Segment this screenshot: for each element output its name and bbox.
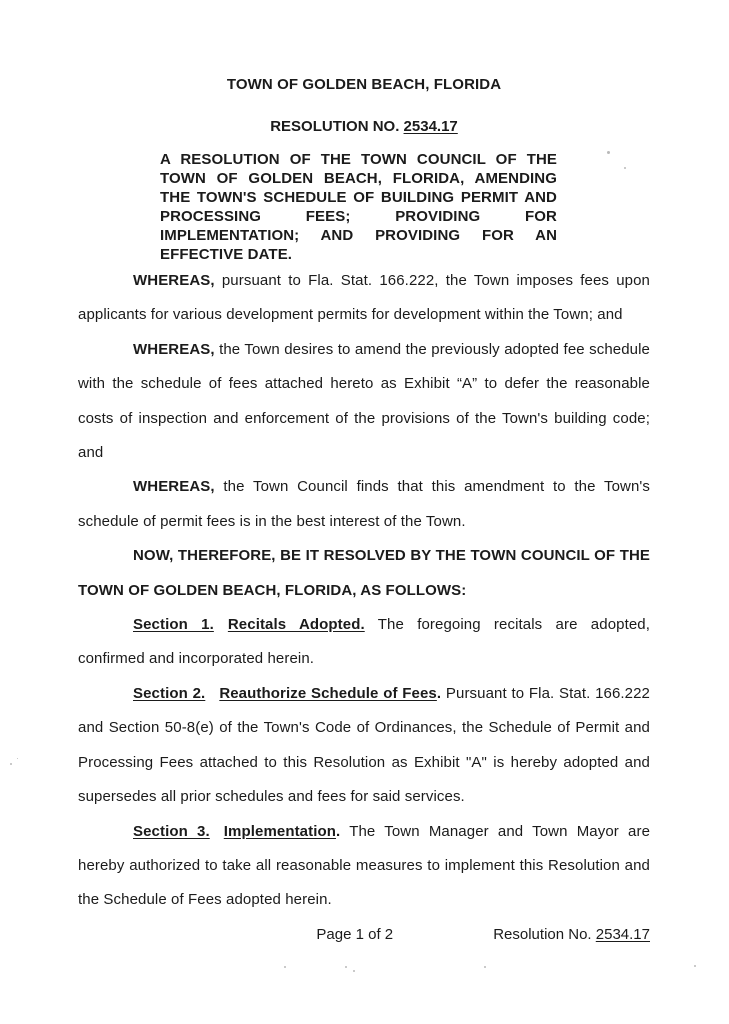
whereas-paragraph-2 [78, 333, 650, 471]
whereas-paragraph-3 [78, 470, 650, 539]
section-title-period: . [436, 684, 442, 702]
section-body: The Town Manager and Town Mayor are hereby authorized to take all reasonable measures to implement this Resolution and the Schedule of Fees adopted herein. [78, 822, 651, 909]
section-title: Recitals Adopted. [227, 616, 365, 634]
section-1-paragraph [78, 608, 650, 677]
scan-speck [17, 758, 18, 759]
scan-speck [353, 970, 355, 972]
section-number: Section 3. [133, 822, 210, 840]
page-number-label: Page 1 of 2 [316, 925, 394, 943]
section-number: Section 1. [133, 616, 214, 634]
section-title-period: . [336, 822, 341, 840]
page-footer [78, 918, 650, 952]
footer-resolution-number: 2534.17 [595, 925, 650, 943]
scan-speck [345, 966, 347, 968]
scan-speck [284, 966, 286, 968]
resolved-clause: NOW, THEREFORE, BE IT RESOLVED BY THE TOWN COUNCIL OF THE TOWN OF GOLDEN BEACH, FLORIDA, AS FOLLOWS: [78, 547, 650, 599]
resolution-number-heading [78, 118, 650, 136]
section-body: The foregoing recitals are adopted, confirmed and incorporated herein. [78, 616, 650, 668]
scan-speck [484, 966, 486, 968]
scan-speck [624, 167, 626, 169]
scan-speck [607, 151, 610, 154]
whereas-lead: WHEREAS, [133, 340, 215, 358]
footer-resolution-label: Resolution No. [493, 925, 592, 943]
section-2-paragraph [78, 677, 650, 815]
whereas-lead: WHEREAS, [133, 478, 215, 496]
whereas-text: the Town Council finds that this amendment to the Town's schedule of permit fees is in the best interest of the Town. [78, 478, 650, 530]
whereas-text: the Town desires to amend the previously adopted fee schedule with the schedule of fees attached hereto as Exhibit “A” to defer the reasonable costs of inspection and enforcement of the provisions of the Town's building code; and [78, 340, 650, 462]
scan-speck [694, 965, 696, 967]
section-3-paragraph [78, 815, 650, 918]
section-body: Pursuant to Fla. Stat. 166.222 and Section 50-8(e) of the Town's Code of Ordinances, the Schedule of Permit and Processing Fees attached to this Resolution as Exhibit "A" is hereby adopted and supersedes all prior schedules and fees for said services. [78, 684, 651, 806]
whereas-text: pursuant to Fla. Stat. 166.222, the Town imposes fees upon applicants for various development permits for development within the Town; and [78, 272, 650, 324]
footer-resolution-reference [493, 918, 650, 952]
resolution-caption-block: A RESOLUTION OF THE TOWN COUNCIL OF THE TOWN OF GOLDEN BEACH, FLORIDA, AMENDING THE TOWN'S SCHEDULE OF BUILDING PERMIT AND PROCESSING FEES; PROVIDING FOR IMPLEMENTATION; AND PROVIDING FOR AN EFFECTIVE DATE. [160, 151, 557, 263]
section-title: Implementation [223, 822, 337, 840]
section-title: Reauthorize Schedule of Fees [219, 684, 437, 702]
section-number: Section 2. [133, 684, 206, 702]
whereas-paragraph-1 [78, 264, 650, 333]
resolution-number-value: 2534.17 [403, 118, 458, 135]
whereas-lead: WHEREAS, [133, 272, 215, 289]
scan-speck [10, 763, 12, 765]
resolution-number-label: RESOLUTION NO. [270, 118, 400, 135]
document-title: TOWN OF GOLDEN BEACH, FLORIDA [226, 76, 502, 93]
